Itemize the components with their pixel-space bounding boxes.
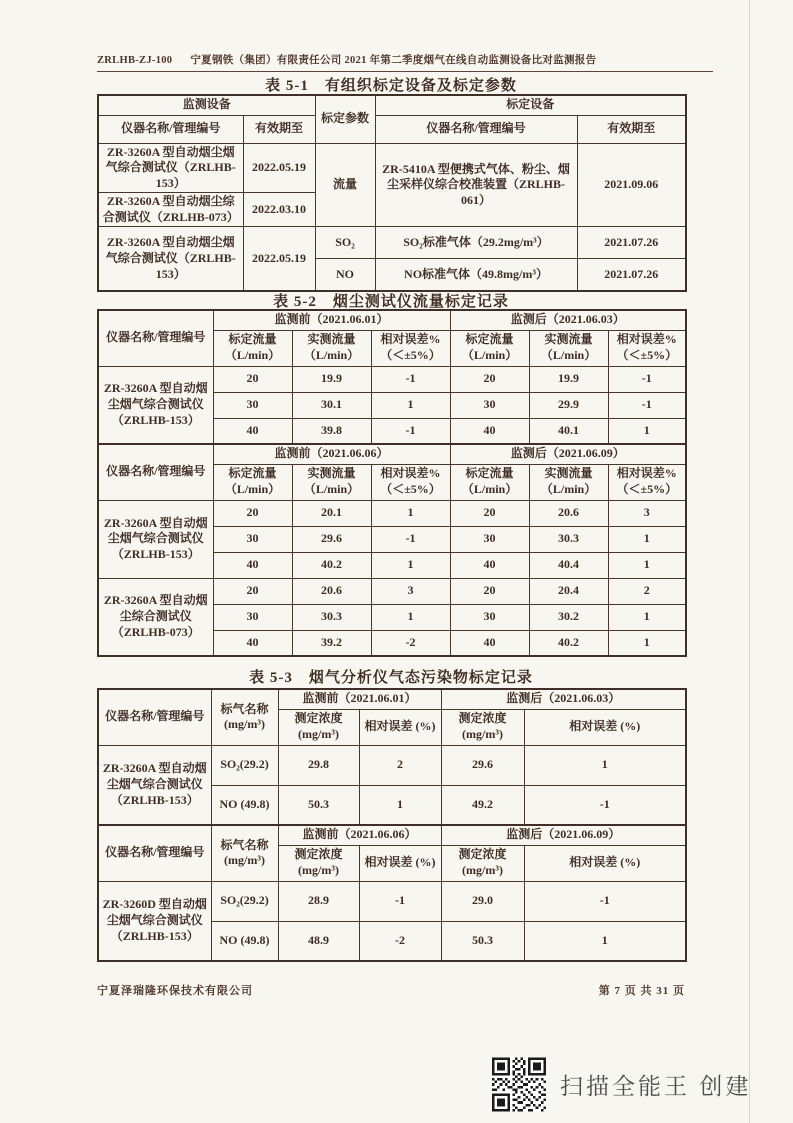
cell-value: -1 [524,785,686,825]
cell-value: 40 [450,552,529,578]
cell-value: 2 [608,578,686,604]
cell-instrument: ZR-3260A 型自动烟尘烟气综合测试仪（ZRLHB-153） [98,227,243,291]
cell-value: 30.3 [529,526,608,552]
col-header-set-flow: 标定流量（L/min） [213,330,292,366]
col-header-set-flow: 标定流量（L/min） [450,330,529,366]
cell-instrument: ZR-3260A 型自动烟尘综合测试仪（ZRLHB-073） [98,193,243,227]
cell-value: 20 [213,500,292,526]
cell-value: 1 [524,745,686,785]
group-header-cal-parameter: 标定参数 [315,95,375,143]
cell-parameter-flow: 流量 [315,143,375,227]
col-header-instrument: 仪器名称/管理编号 [98,310,213,366]
cell-instrument: ZR-3260A 型自动烟尘烟气综合测试仪（ZRLHB-153） [98,745,211,825]
cell-value: 40.4 [529,552,608,578]
cell-value: 30 [450,526,529,552]
cell-value: 20.1 [292,500,371,526]
table-gas-pollutant-calibration [97,688,687,962]
col-header-relative-error: 相对误差 (%) [524,845,686,881]
cell-value: -2 [359,921,441,961]
col-header-relative-error: 相对误差%（＜±5%） [371,464,450,500]
cell-value: 30 [450,392,529,418]
cell-value: 40 [213,630,292,656]
cell-cal-gas: NO标准气体（49.8mg/m³） [375,259,577,291]
cell-value: 49.2 [441,785,524,825]
cell-value: 40 [213,418,292,444]
col-header-valid-until: 有效期至 [243,115,315,143]
cell-cal-gas: SO₂标准气体（29.2mg/m³） [375,227,577,259]
cell-value: 1 [371,500,450,526]
document-header [97,52,713,72]
col-header-set-flow: 标定流量（L/min） [213,464,292,500]
cell-value: -1 [371,366,450,392]
cell-value: 50.3 [441,921,524,961]
group-header-monitor-equipment: 监测设备 [98,95,315,115]
cell-value: 20.6 [529,500,608,526]
col-header-measured-flow: 实测流量（L/min） [529,464,608,500]
col-header-relative-error: 相对误差 (%) [359,709,441,745]
col-header-relative-error: 相对误差%（＜±5%） [371,330,450,366]
cell-valid-until: 2021.07.26 [577,259,686,291]
cell-valid-until: 2021.07.26 [577,227,686,259]
cell-value: 30.3 [292,604,371,630]
cell-standard-gas: SO₂(29.2) [211,745,278,785]
col-header-relative-error: 相对误差 (%) [359,845,441,881]
cell-value: 39.2 [292,630,371,656]
cell-value: 29.0 [441,881,524,921]
cell-value: 1 [608,526,686,552]
cell-parameter-so2: SO₂ [315,227,375,259]
cell-valid-until: 2021.09.06 [577,143,686,227]
col-header-instrument: 仪器名称/管理编号 [98,444,213,500]
cell-value: 48.9 [278,921,359,961]
col-header-valid-until: 有效期至 [577,115,686,143]
group-header-pre-monitor: 监测前（2021.06.06） [213,444,450,464]
col-header-measured-conc: 测定浓度 (mg/m³) [441,845,524,881]
col-header-measured-conc: 测定浓度 (mg/m³) [278,845,359,881]
group-header-post-monitor: 监测后（2021.06.03） [450,310,686,330]
col-header-measured-flow: 实测流量（L/min） [529,330,608,366]
cell-value: 1 [524,921,686,961]
col-header-instrument: 仪器名称/管理编号 [98,115,243,143]
cell-value: 19.9 [529,366,608,392]
col-header-relative-error: 相对误差%（＜±5%） [608,464,686,500]
col-header-instrument: 仪器名称/管理编号 [375,115,577,143]
cell-value: 1 [608,604,686,630]
cell-value: 30 [213,604,292,630]
cell-value: 29.9 [529,392,608,418]
group-header-pre-monitor: 监测前（2021.06.01） [213,310,450,330]
cell-parameter-no: NO [315,259,375,291]
col-header-standard-gas: 标气名称 (mg/m³) [211,825,278,881]
cell-value: 1 [371,552,450,578]
cell-cal-device: ZR-5410A 型便携式气体、粉尘、烟尘采样仪综合校准装置（ZRLHB-061） [375,143,577,227]
cell-value: 1 [608,418,686,444]
qr-code-icon [492,1057,546,1112]
scan-artifact-line [749,0,750,1123]
cell-value: 3 [371,578,450,604]
cell-value: 40.2 [292,552,371,578]
cell-value: 30.1 [292,392,371,418]
cell-value: 1 [608,552,686,578]
cell-value: 20 [213,366,292,392]
cell-value: 40 [450,630,529,656]
cell-valid-until: 2022.05.19 [243,143,315,193]
cell-value: 1 [371,604,450,630]
group-header-post-monitor: 监测后（2021.06.09） [441,825,686,845]
col-header-measured-conc: 测定浓度 (mg/m³) [441,709,524,745]
cell-value: 20 [213,578,292,604]
document-title: 宁夏钢铁（集团）有限责任公司 2021 年第二季度烟气在线自动监测设备比对监测报告 [190,55,597,66]
cell-value: 20 [450,578,529,604]
cell-value: 29.6 [441,745,524,785]
document-footer [97,982,685,998]
cell-valid-until: 2022.03.10 [243,193,315,227]
cell-standard-gas: NO (49.8) [211,785,278,825]
cell-valid-until: 2022.05.19 [243,227,315,291]
group-header-pre-monitor: 监测前（2021.06.01） [278,689,441,709]
cell-value: 29.6 [292,526,371,552]
cell-instrument: ZR-3260D 型自动烟尘烟气综合测试仪（ZRLHB-153） [98,881,211,961]
cell-value: 40.2 [529,630,608,656]
footer-page-number: 第 7 页 共 31 页 [598,985,685,997]
cell-value: 2 [359,745,441,785]
cell-instrument: ZR-3260A 型自动烟尘烟气综合测试仪（ZRLHB-153） [98,500,213,578]
footer-company: 宁夏泽瑞隆环保技术有限公司 [97,985,253,997]
cell-value: -1 [371,526,450,552]
cell-value: 1 [371,392,450,418]
cell-value: -1 [371,418,450,444]
cell-instrument: ZR-3260A 型自动烟尘综合测试仪（ZRLHB-073） [98,578,213,656]
cell-value: 30 [213,526,292,552]
cell-value: 1 [359,785,441,825]
table52-title: 表 5-2 烟尘测试仪流量标定记录 [273,294,509,310]
cell-value: 40 [450,418,529,444]
table-dust-flow-calibration [97,309,687,657]
col-header-measured-flow: 实测流量（L/min） [292,464,371,500]
col-header-relative-error: 相对误差 (%) [524,709,686,745]
cell-value: 1 [608,630,686,656]
col-header-relative-error: 相对误差%（＜±5%） [608,330,686,366]
camscanner-watermark [492,1057,751,1112]
cell-value: 28.9 [278,881,359,921]
cell-standard-gas: NO (49.8) [211,921,278,961]
camscanner-caption: 扫描全能王 创建 [560,1073,752,1099]
col-header-standard-gas: 标气名称 (mg/m³) [211,689,278,745]
cell-instrument: ZR-3260A 型自动烟尘烟气综合测试仪（ZRLHB-153） [98,143,243,193]
cell-value: 30 [450,604,529,630]
cell-value: 30.2 [529,604,608,630]
cell-value: -1 [608,392,686,418]
cell-value: 40.1 [529,418,608,444]
document-code: ZRLHB-ZJ-100 [97,55,173,66]
group-header-cal-equipment: 标定设备 [375,95,686,115]
group-header-pre-monitor: 监测前（2021.06.06） [278,825,441,845]
table51-title: 表 5-1 有组织标定设备及标定参数 [265,78,517,94]
cell-value: 20 [450,500,529,526]
table53-title: 表 5-3 烟气分析仪气态污染物标定记录 [249,670,533,686]
group-header-post-monitor: 监测后（2021.06.03） [441,689,686,709]
cell-value: 40 [213,552,292,578]
cell-value: -1 [608,366,686,392]
col-header-measured-flow: 实测流量（L/min） [292,330,371,366]
cell-value: 50.3 [278,785,359,825]
col-header-set-flow: 标定流量（L/min） [450,464,529,500]
cell-instrument: ZR-3260A 型自动烟尘烟气综合测试仪（ZRLHB-153） [98,366,213,444]
col-header-instrument: 仪器名称/管理编号 [98,689,211,745]
cell-value: 20 [450,366,529,392]
cell-value: 29.8 [278,745,359,785]
cell-value: 20.6 [292,578,371,604]
table-calibration-equipment [97,94,687,292]
cell-value: -1 [524,881,686,921]
cell-standard-gas: SO₂(29.2) [211,881,278,921]
col-header-instrument: 仪器名称/管理编号 [98,825,211,881]
group-header-post-monitor: 监测后（2021.06.09） [450,444,686,464]
col-header-measured-conc: 测定浓度 (mg/m³) [278,709,359,745]
cell-value: 39.8 [292,418,371,444]
cell-value: -1 [359,881,441,921]
cell-value: 19.9 [292,366,371,392]
cell-value: 30 [213,392,292,418]
cell-value: 20.4 [529,578,608,604]
cell-value: -2 [371,630,450,656]
cell-value: 3 [608,500,686,526]
